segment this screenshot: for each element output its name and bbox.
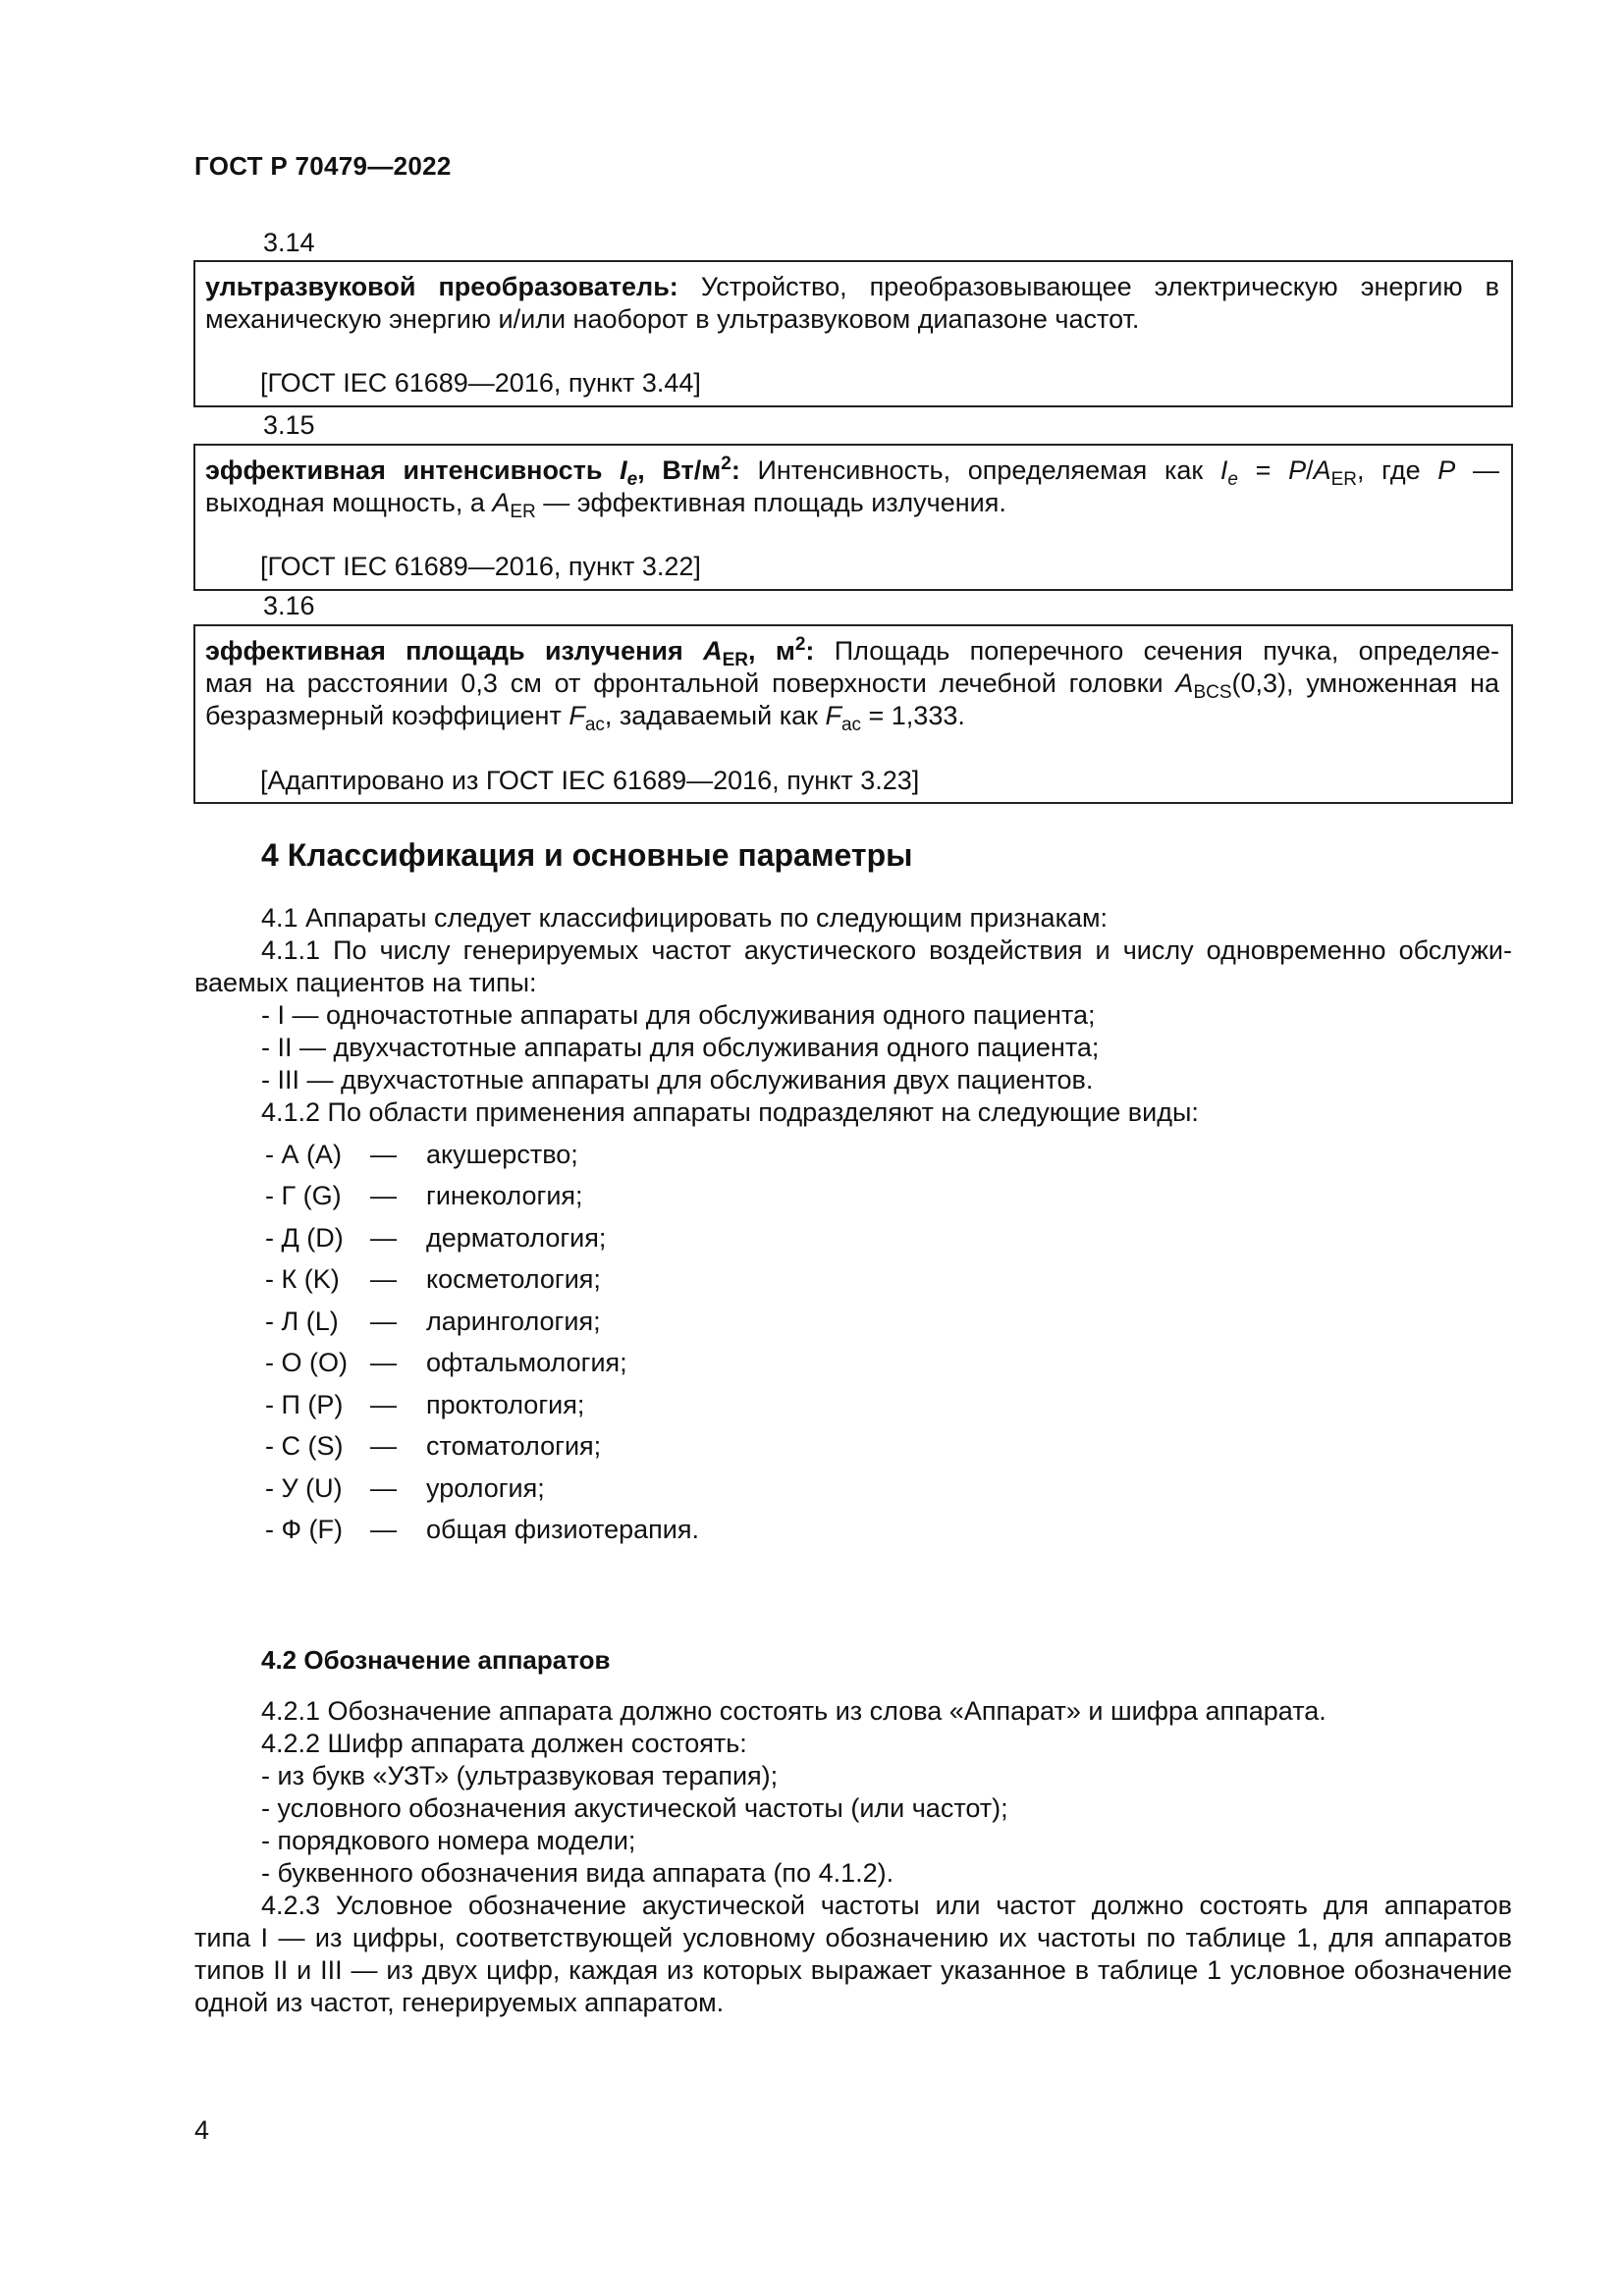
symbol: I bbox=[620, 455, 627, 485]
term-definition-line bbox=[195, 454, 1511, 490]
symbol: P bbox=[1437, 455, 1456, 485]
kind-name: офтальмология; bbox=[426, 1348, 627, 1377]
list-item: - условного обозначения акустической частоты (или частот); bbox=[261, 1793, 1008, 1823]
kind-code: - У (U) bbox=[265, 1473, 343, 1503]
term-definition-line: механическую энергию и/или наоборот в ультразвуковом диапазоне частот. bbox=[205, 304, 1140, 334]
kind-code: - Л (L) bbox=[265, 1307, 339, 1336]
term-definition: выходная мощность, а bbox=[205, 488, 493, 517]
dash: — bbox=[370, 1181, 397, 1210]
term-source: [ГОСТ IEC 61689—2016, пункт 3.44] bbox=[260, 368, 701, 398]
symbol-subscript: ER bbox=[722, 650, 749, 670]
term-definition: (0,3), умноженная на bbox=[1231, 668, 1500, 698]
term-box bbox=[193, 444, 1513, 591]
symbol-subscript: BCS bbox=[1193, 682, 1232, 703]
kind-name: урология; bbox=[426, 1473, 545, 1503]
term-definition: Площадь поперечного сечения пучка, определяе- bbox=[814, 636, 1499, 666]
colon: : bbox=[731, 455, 740, 485]
kind-name: ларингология; bbox=[426, 1307, 601, 1336]
kind-code: - К (K) bbox=[265, 1264, 340, 1294]
paragraph: типа I — из цифры, соответствующей условному обозначению их частоты по таблице 1, для аппаратов bbox=[194, 1923, 1512, 1952]
dash: — bbox=[370, 1431, 397, 1461]
dash: — bbox=[370, 1473, 397, 1503]
dash: — bbox=[370, 1390, 397, 1419]
paragraph: 4.2.2 Шифр аппарата должен состоять: bbox=[261, 1729, 747, 1758]
term-definition: = 1,333. bbox=[861, 701, 965, 730]
symbol: P bbox=[1288, 455, 1307, 485]
paragraph: одной из частот, генерируемых аппаратом. bbox=[194, 1988, 725, 2017]
list-item: - III — двухчастотные аппараты для обслуживания двух пациентов. bbox=[261, 1065, 1094, 1095]
unit-superscript: 2 bbox=[794, 634, 806, 655]
term-number: 3.16 bbox=[263, 591, 315, 620]
term-definition: — bbox=[1455, 455, 1499, 485]
unit: , м bbox=[748, 636, 795, 666]
list-item: - буквенного обозначения вида аппарата (по 4.1.2). bbox=[261, 1858, 894, 1888]
unit: , Вт/м bbox=[637, 455, 722, 485]
dash: — bbox=[370, 1140, 397, 1169]
kind-name: косметология; bbox=[426, 1264, 601, 1294]
paragraph: типов II и III — из двух цифр, каждая из которых выражает указанное в таблице 1 условное обозначение bbox=[194, 1955, 1512, 1985]
symbol: A bbox=[703, 636, 723, 666]
term-name: эффективная площадь излучения bbox=[205, 636, 683, 666]
paragraph: 4.1.1 По числу генерируемых частот акустического воздействия и числу одновременно обслужи- bbox=[261, 935, 1512, 965]
section-title: 4 Классификация и основные параметры bbox=[261, 837, 913, 873]
symbol-subscript: ac bbox=[840, 715, 862, 735]
term-box bbox=[193, 624, 1513, 804]
term-definition-line bbox=[195, 668, 1511, 703]
term-number: 3.14 bbox=[263, 228, 315, 257]
term-definition: — эффективная площадь излучения. bbox=[535, 488, 1006, 517]
paragraph: ваемых пациентов на типы: bbox=[194, 968, 537, 997]
paragraph: 4.1.2 По области применения аппараты подразделяют на следующие виды: bbox=[261, 1097, 1199, 1127]
term-name: эффективная интенсивность bbox=[205, 455, 603, 485]
kind-name: дерматология; bbox=[426, 1223, 607, 1253]
kind-name: акушерство; bbox=[426, 1140, 578, 1169]
list-item: - из букв «УЗТ» (ультразвуковая терапия); bbox=[261, 1761, 779, 1790]
symbol: A bbox=[1175, 668, 1194, 698]
symbol: F bbox=[568, 701, 585, 730]
term-definition: безразмерный коэффициент bbox=[205, 701, 569, 730]
symbol-subscript: ac bbox=[584, 715, 605, 735]
kind-name: проктология; bbox=[426, 1390, 585, 1419]
equals: = bbox=[1237, 455, 1289, 485]
kind-code: - Ф (F) bbox=[265, 1515, 343, 1544]
kind-code: - Д (D) bbox=[265, 1223, 344, 1253]
dash: — bbox=[370, 1307, 397, 1336]
term-definition-line bbox=[195, 634, 1511, 670]
kind-name: общая физиотерапия. bbox=[426, 1515, 699, 1544]
term-number: 3.15 bbox=[263, 410, 315, 440]
term-name: ультразвуковой преобразователь: bbox=[205, 272, 678, 301]
kind-code: - П (P) bbox=[265, 1390, 344, 1419]
term-definition-line bbox=[195, 272, 1511, 302]
page-number: 4 bbox=[194, 2115, 210, 2145]
term-definition: мая на расстоянии 0,3 см от фронтальной поверхности лечебной головки bbox=[205, 668, 1176, 698]
symbol: A bbox=[492, 488, 511, 517]
term-definition: Интенсивность, определяемая как bbox=[739, 455, 1220, 485]
kind-code: - Г (G) bbox=[265, 1181, 342, 1210]
paragraph: 4.1 Аппараты следует классифицировать по следующим признакам: bbox=[261, 903, 1109, 933]
symbol: F bbox=[825, 701, 841, 730]
symbol-subscript: e bbox=[626, 469, 638, 490]
kind-name: гинекология; bbox=[426, 1181, 583, 1210]
kind-code: - С (S) bbox=[265, 1431, 344, 1461]
term-definition: , задаваемый как bbox=[604, 701, 826, 730]
subsection-title: 4.2 Обозначение аппаратов bbox=[261, 1645, 611, 1675]
term-box bbox=[193, 260, 1513, 407]
symbol: A bbox=[1313, 455, 1331, 485]
kind-code: - А (A) bbox=[265, 1140, 342, 1169]
symbol-subscript: ER bbox=[1330, 469, 1358, 490]
term-source: [Адаптировано из ГОСТ IEC 61689—2016, пункт 3.23] bbox=[260, 766, 920, 795]
dash: — bbox=[370, 1223, 397, 1253]
term-source: [ГОСТ IEC 61689—2016, пункт 3.22] bbox=[260, 552, 701, 581]
document-header: ГОСТ Р 70479—2022 bbox=[194, 151, 452, 181]
term-definition-line bbox=[195, 488, 1511, 522]
dash: — bbox=[370, 1264, 397, 1294]
term-definition: Устройство, преобразовывающее электрическую энергию в bbox=[677, 272, 1499, 301]
dash: — bbox=[370, 1348, 397, 1377]
paragraph: 4.2.1 Обозначение аппарата должно состоять из слова «Аппарат» и шифра аппарата. bbox=[261, 1696, 1326, 1726]
symbol-subscript: e bbox=[1227, 469, 1238, 490]
kind-code: - О (O) bbox=[265, 1348, 348, 1377]
slash: / bbox=[1306, 455, 1314, 485]
symbol-subscript: ER bbox=[510, 502, 536, 522]
symbol: I bbox=[1219, 455, 1228, 485]
list-item: - I — одночастотные аппараты для обслуживания одного пациента; bbox=[261, 1000, 1096, 1030]
paragraph: 4.2.3 Условное обозначение акустической частоты или частот должно состоять для аппаратов bbox=[261, 1891, 1512, 1920]
colon: : bbox=[805, 636, 815, 666]
term-definition: , где bbox=[1357, 455, 1438, 485]
list-item: - порядкового номера модели; bbox=[261, 1826, 636, 1855]
unit-superscript: 2 bbox=[721, 454, 731, 474]
dash: — bbox=[370, 1515, 397, 1544]
term-definition-line bbox=[195, 701, 1511, 735]
kind-name: стоматология; bbox=[426, 1431, 602, 1461]
list-item: - II — двухчастотные аппараты для обслуживания одного пациента; bbox=[261, 1033, 1100, 1062]
